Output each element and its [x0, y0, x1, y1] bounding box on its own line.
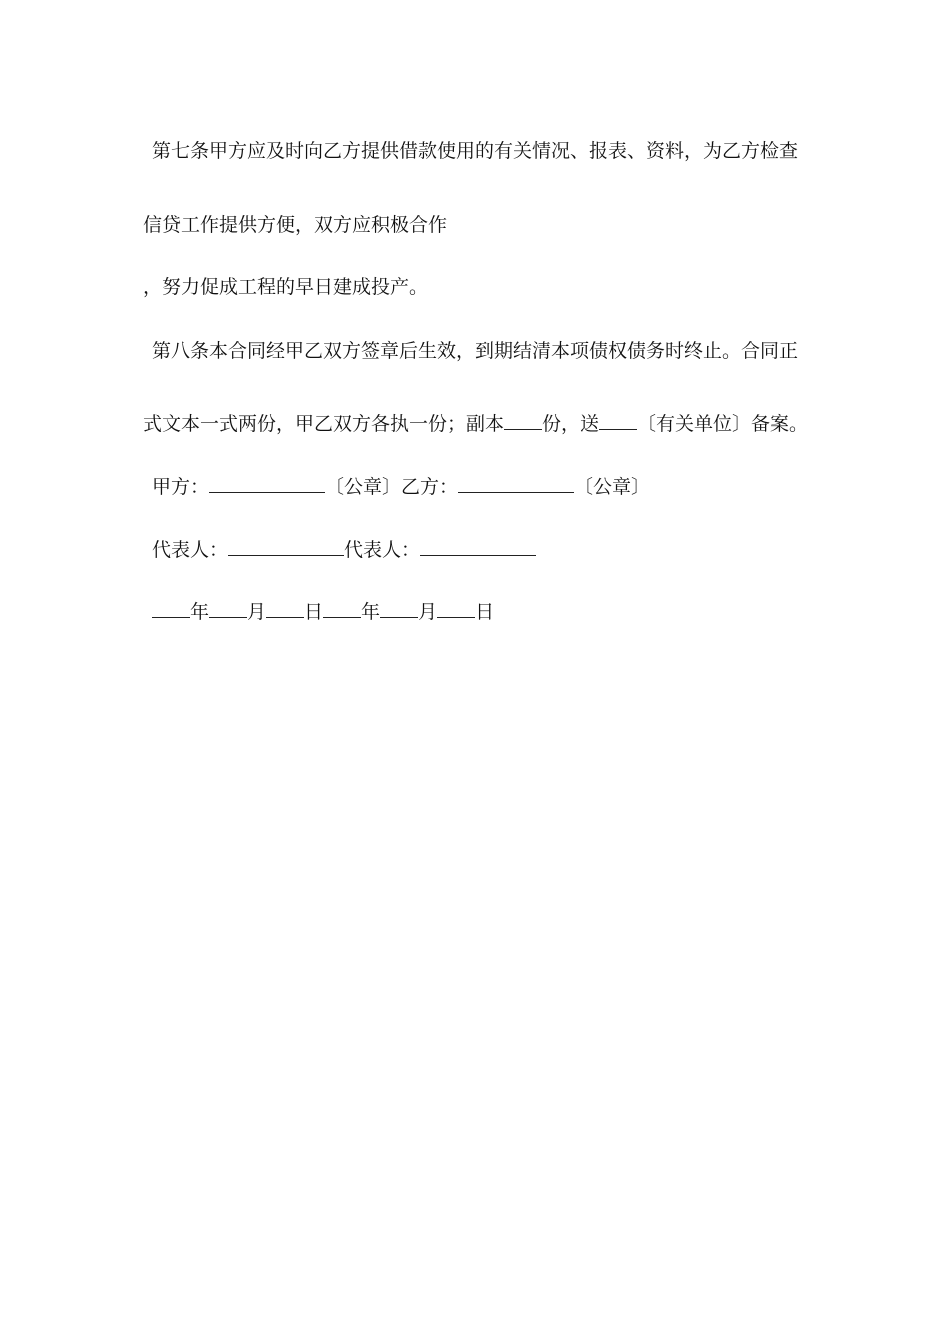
article-8-line-2 [143, 411, 808, 437]
article-7-line-3: ，努力促成工程的早日建成投产。 [143, 276, 429, 298]
party-a-label: 甲方： [152, 476, 210, 498]
party-line [152, 474, 650, 500]
rep-a-label: 代表人： [152, 539, 229, 561]
representative-line [152, 537, 536, 563]
rep-b-label: 代表人： [344, 539, 421, 561]
month-b-label: 月 [418, 601, 438, 623]
year-b-blank[interactable] [323, 599, 361, 618]
article-7-line-1: 第七条甲方应及时向乙方提供借款使用的有关情况、报表、资料，为乙方检查 [152, 140, 799, 162]
seal-b-label: 〔公章〕 [574, 476, 651, 498]
article-8-text-a: 式文本一式两份，甲乙双方各执一份；副本 [143, 413, 505, 435]
article-7-line-2: 信贷工作提供方便，双方应积极合作 [143, 214, 448, 236]
year-b-label: 年 [361, 601, 381, 623]
month-a-blank[interactable] [209, 599, 247, 618]
party-a-blank[interactable] [209, 474, 325, 493]
copies-blank[interactable] [504, 411, 542, 430]
day-a-label: 日 [304, 601, 324, 623]
date-line [152, 599, 494, 625]
seal-a-label: 〔公章〕乙方： [325, 476, 459, 498]
year-a-label: 年 [190, 601, 210, 623]
recipient-blank[interactable] [599, 411, 637, 430]
year-a-blank[interactable] [152, 599, 190, 618]
day-b-blank[interactable] [437, 599, 475, 618]
day-a-blank[interactable] [266, 599, 304, 618]
article-8-line-1: 第八条本合同经甲乙双方签章后生效，到期结清本项债权债务时终止。合同正 [152, 340, 799, 362]
article-8-text-c: 〔有关单位〕备案。 [637, 413, 809, 435]
party-b-blank[interactable] [458, 474, 574, 493]
rep-b-blank[interactable] [420, 537, 536, 556]
day-b-label: 日 [475, 601, 495, 623]
rep-a-blank[interactable] [228, 537, 344, 556]
article-8-text-b: 份，送 [542, 413, 600, 435]
month-b-blank[interactable] [380, 599, 418, 618]
month-a-label: 月 [247, 601, 267, 623]
